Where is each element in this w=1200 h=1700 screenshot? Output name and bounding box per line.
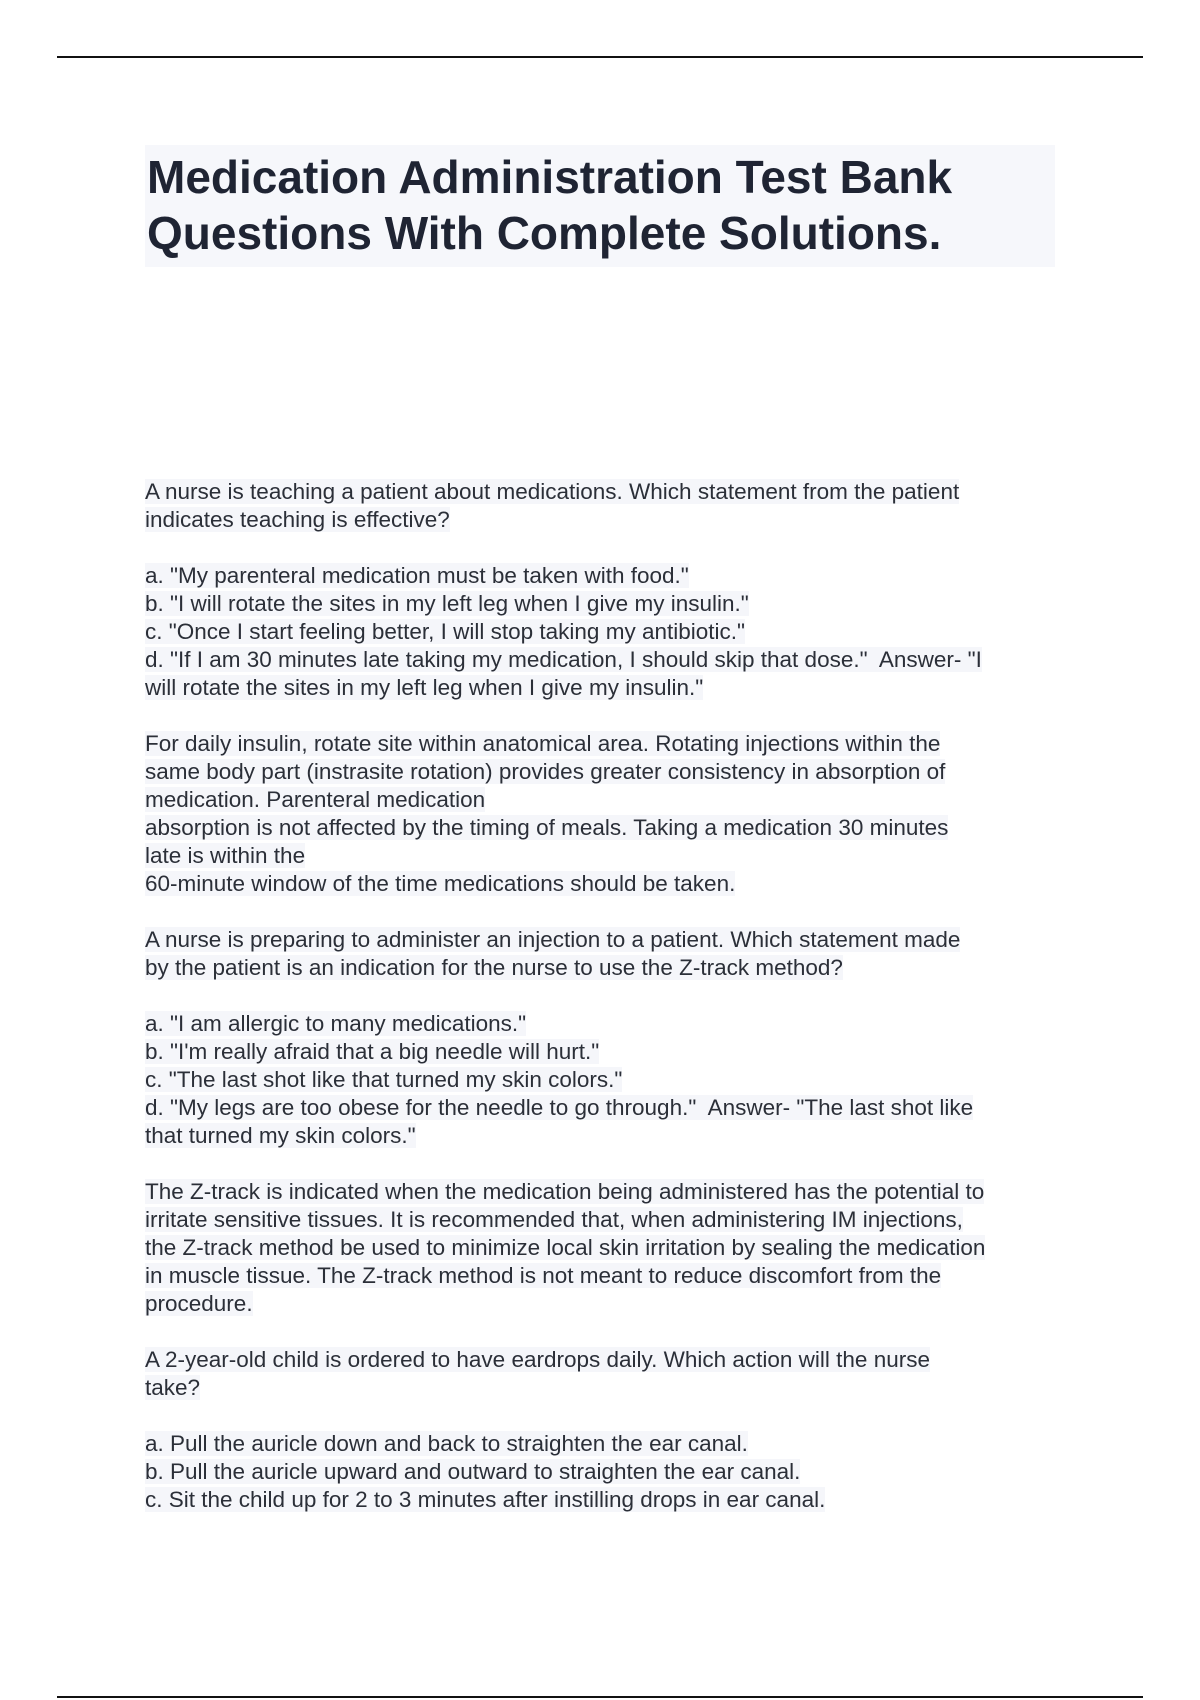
question-2-stem (145, 926, 1065, 982)
text-line: by the patient is an indication for the nurse to use the Z-track method? (145, 955, 843, 980)
option-line: a. "My parenteral medication must be taken with food." (145, 563, 689, 588)
page-title (145, 145, 1055, 267)
question-2-rationale (145, 1178, 1065, 1318)
title-line: Medication Administration Test Bank (147, 151, 953, 203)
top-rule (57, 56, 1143, 58)
text-line: medication. Parenteral medication (145, 787, 486, 812)
title-line: Questions With Complete Solutions. (147, 207, 942, 259)
question-2-options (145, 1010, 1065, 1150)
option-line: c. Sit the child up for 2 to 3 minutes after instilling drops in ear canal. (145, 1487, 826, 1512)
text-line: irritate sensitive tissues. It is recommended that, when administering IM injections, (145, 1207, 963, 1232)
option-line: d. "My legs are too obese for the needle to go through." Answer- "The last shot like (145, 1095, 974, 1120)
option-line: d. "If I am 30 minutes late taking my medication, I should skip that dose." Answer- "I (145, 647, 982, 672)
text-line: A nurse is teaching a patient about medications. Which statement from the patient (145, 479, 960, 504)
text-line: late is within the (145, 843, 306, 868)
question-1-options (145, 562, 1065, 702)
text-line: For daily insulin, rotate site within anatomical area. Rotating injections within the (145, 731, 941, 756)
question-3-stem (145, 1346, 1065, 1402)
option-line: b. Pull the auricle upward and outward to straighten the ear canal. (145, 1459, 801, 1484)
option-line: c. "The last shot like that turned my skin colors." (145, 1067, 623, 1092)
document-body (145, 478, 1065, 1542)
text-line: A 2-year-old child is ordered to have eardrops daily. Which action will the nurse (145, 1347, 930, 1372)
question-1-stem (145, 478, 1065, 534)
text-line: same body part (instrasite rotation) provides greater consistency in absorption of (145, 759, 946, 784)
bottom-rule (57, 1696, 1143, 1698)
option-line: b. "I'm really afraid that a big needle will hurt." (145, 1039, 600, 1064)
text-line: procedure. (145, 1291, 253, 1316)
text-line: the Z-track method be used to minimize local skin irritation by sealing the medication (145, 1235, 986, 1260)
text-line: 60-minute window of the time medications should be taken. (145, 871, 736, 896)
text-line: in muscle tissue. The Z-track method is not meant to reduce discomfort from the (145, 1263, 942, 1288)
question-3-options (145, 1430, 1065, 1514)
option-line: b. "I will rotate the sites in my left leg when I give my insulin." (145, 591, 749, 616)
text-line: absorption is not affected by the timing of meals. Taking a medication 30 minutes (145, 815, 949, 840)
question-1-rationale (145, 730, 1065, 898)
option-line: a. Pull the auricle down and back to straighten the ear canal. (145, 1431, 748, 1456)
text-line: take? (145, 1375, 201, 1400)
answer-line: will rotate the sites in my left leg when I give my insulin." (145, 675, 704, 700)
text-line: A nurse is preparing to administer an injection to a patient. Which statement made (145, 927, 961, 952)
option-line: c. "Once I start feeling better, I will stop taking my antibiotic." (145, 619, 745, 644)
option-line: a. "I am allergic to many medications." (145, 1011, 527, 1036)
document-title (145, 145, 1055, 267)
text-line: The Z-track is indicated when the medication being administered has the potential to (145, 1179, 985, 1204)
answer-line: that turned my skin colors." (145, 1123, 416, 1148)
text-line: indicates teaching is effective? (145, 507, 450, 532)
